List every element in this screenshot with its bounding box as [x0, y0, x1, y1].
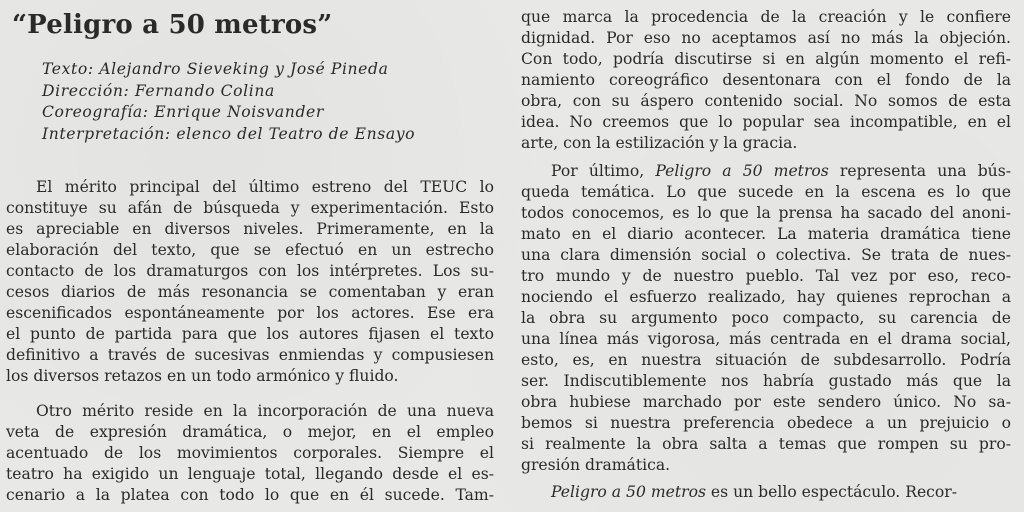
- text-line: queda temática. Lo que sucede en la escena es lo que: [521, 183, 1011, 201]
- text-line: cesos diarios de más resonancia se comentaban y eran: [6, 283, 494, 301]
- text-line: todos conocemos, es lo que la prensa ha sacado del anoni-: [521, 204, 1011, 222]
- text-line: es apreciable en diversos niveles. Primeramente, en la: [6, 220, 494, 238]
- text-line: obra hubiese marchado por este sendero único. No sa-: [521, 393, 1011, 411]
- text-line: la obra su argumento poco compacto, su carencia de: [521, 309, 1011, 327]
- text-line: [521, 161, 1011, 182]
- text-line: escenificados espontáneamente por los actores. Ese era: [6, 304, 494, 322]
- text-line: una línea más vigorosa, más centrada en el drama social,: [521, 330, 1011, 348]
- right-column: [521, 0, 1011, 512]
- text-run: es un bello espectáculo. Recor-: [705, 483, 958, 501]
- text-line: teatro ha exigido un lenguaje total, llegando desde el es-: [6, 465, 494, 483]
- text-line: veta de expresión dramática, o mejor, en el empleo: [6, 423, 494, 441]
- credit-direction: Dirección: Fernando Colina: [42, 81, 275, 100]
- text-line: nociendo el esfuerzo realizado, hay quienes reprochan a: [521, 288, 1011, 306]
- credit-text: Texto: Alejandro Sieveking y José Pineda: [42, 60, 389, 78]
- credits-block: [42, 59, 415, 146]
- text-line: arte, con la estilización y la gracia.: [521, 134, 798, 152]
- text-line: [521, 482, 1011, 503]
- right-paragraph-1: [521, 7, 1011, 154]
- text-line: Con todo, podría discutirse si en algún momento el refi-: [521, 50, 1011, 68]
- credit-choreography: Coreografía: Enrique Noisvander: [42, 103, 324, 122]
- text-line: El mérito principal del último estreno del TEUC lo: [36, 178, 494, 196]
- text-line: obra, con su áspero contenido social. No somos de esta: [521, 92, 1011, 110]
- text-line: tro mundo y de nuestro pueblo. Tal vez por eso, reco-: [521, 267, 1011, 285]
- left-paragraph-2: [6, 401, 494, 506]
- text-line: namiento coreográfico desentonara con el fondo de la: [521, 71, 1011, 89]
- right-paragraph-3: [521, 482, 1011, 503]
- text-line: elaboración del texto, que se efectuó en un estrecho: [6, 241, 494, 259]
- text-line: que marca la procedencia de la creación y le confiere: [521, 8, 1011, 26]
- text-run: Por último,: [551, 162, 656, 180]
- text-line: acentuado de los movimientos corporales. Siempre el: [6, 444, 494, 462]
- text-line: si realmente la obra salta a temas que rompen su pro-: [521, 435, 1011, 453]
- text-line: gresión dramática.: [521, 456, 671, 474]
- text-line: bemos si nuestra preferencia obedece a un prejuicio o: [521, 414, 1011, 432]
- left-paragraph-1: [6, 177, 494, 387]
- text-line: dignidad. Por eso no aceptamos así no más la objeción.: [521, 29, 1011, 47]
- text-line: constituye su afán de búsqueda y experimentación. Esto: [6, 199, 494, 217]
- text-line: una clara dimensión social o colectiva. Se trata de nues-: [521, 246, 1011, 264]
- text-line: los diversos retazos en un todo armónico y fluido.: [6, 367, 399, 385]
- text-line: el punto de partida para que los autores fijasen el texto: [6, 325, 494, 343]
- left-column: [6, 0, 494, 512]
- text-line: mato en el diario acontecer. La materia dramática tiene: [521, 225, 1011, 243]
- article-title: “Peligro a 50 metros”: [12, 10, 333, 40]
- text-line: Otro mérito reside en la incorporación de una nueva: [36, 402, 494, 420]
- right-paragraph-2: [521, 161, 1011, 476]
- text-line: esto, es, en nuestra situación de subdesarrollo. Podría: [521, 351, 1011, 369]
- text-run: representa una bús-: [828, 162, 1011, 180]
- text-line: ser. Indiscutiblemente nos habría gustado más que la: [521, 372, 1011, 390]
- credit-interpretation: Interpretación: elenco del Teatro de Ensayo: [42, 125, 416, 144]
- play-title-italic: Peligro a 50 metros: [551, 483, 706, 501]
- text-line: idea. No creemos que lo popular sea incompatible, en el: [521, 113, 1011, 131]
- text-line: cenario a la platea con todo lo que en él sucede. Tam-: [6, 486, 494, 504]
- play-title-italic: Peligro a 50 metros: [655, 162, 829, 180]
- text-line: contacto de los dramaturgos con los intérpretes. Los su-: [6, 262, 494, 280]
- text-line: definitivo a través de sucesivas enmiendas y compusiesen: [6, 346, 494, 364]
